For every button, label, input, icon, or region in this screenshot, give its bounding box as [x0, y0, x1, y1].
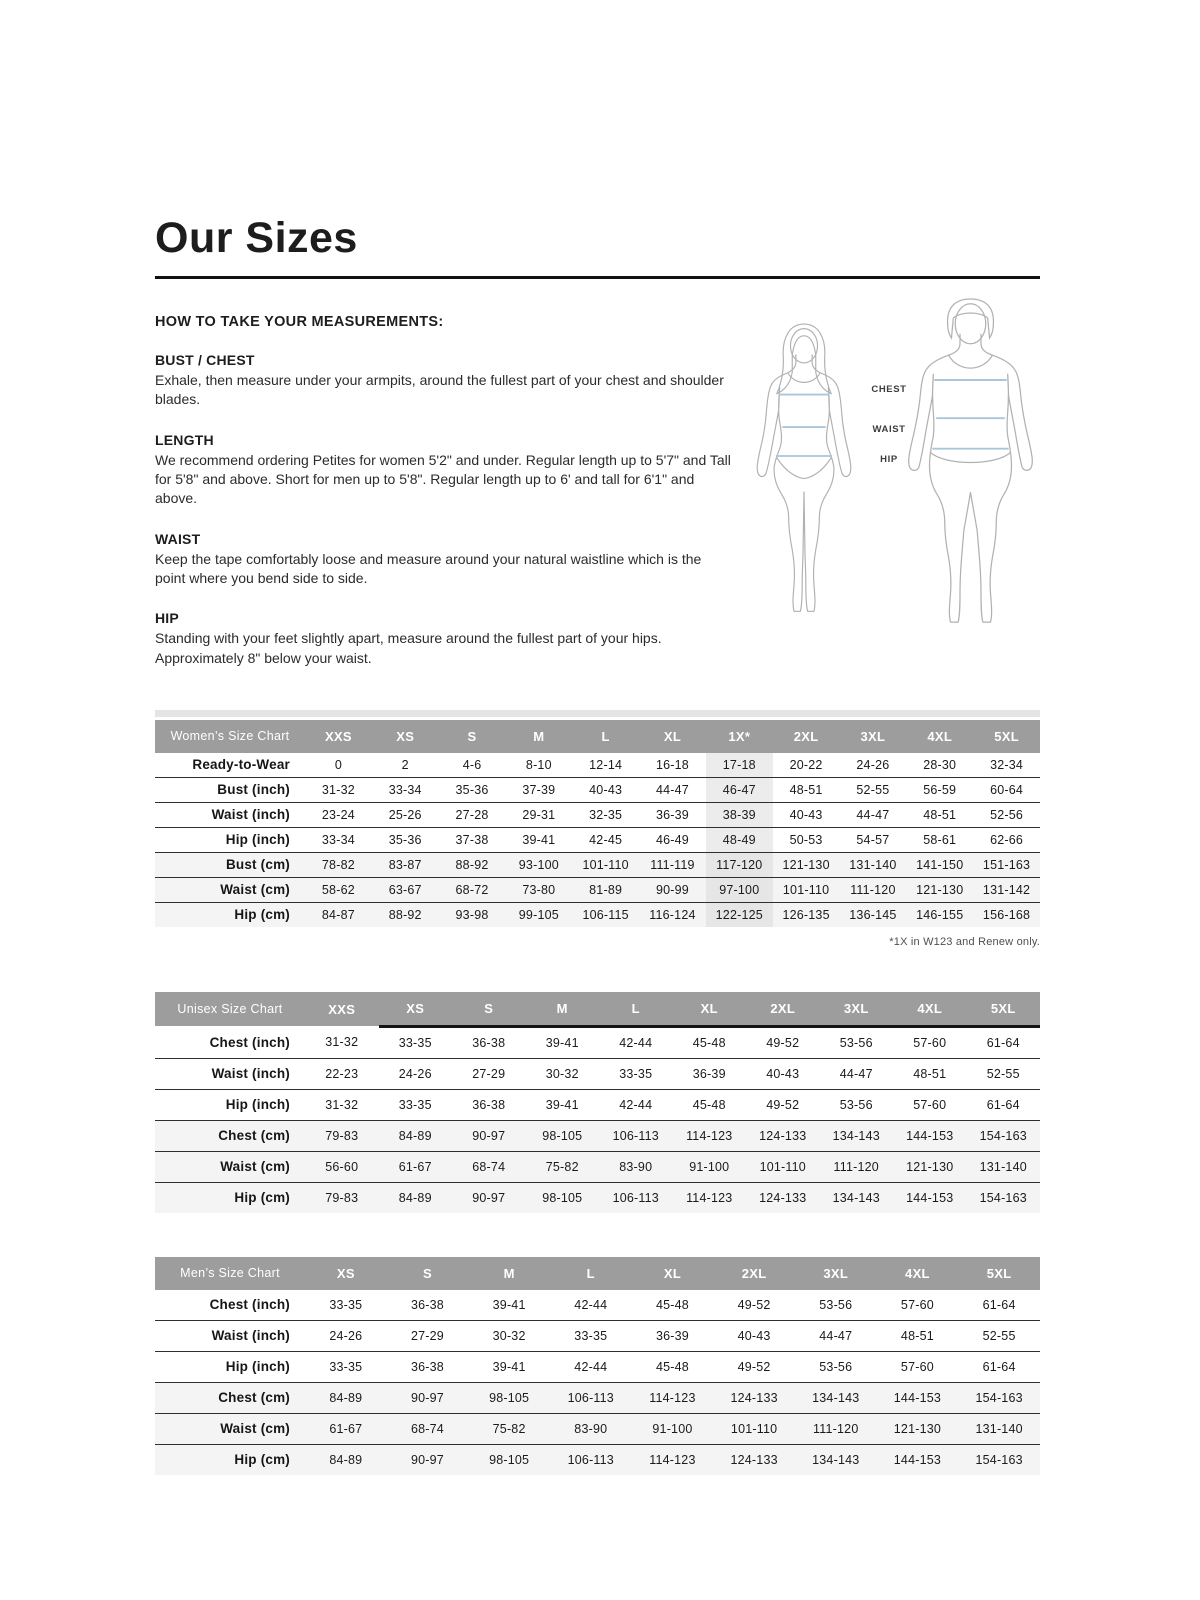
size-value-cell: 36-38 [452, 1089, 526, 1120]
title-divider [155, 276, 1040, 279]
size-value-cell: 136-145 [840, 902, 907, 927]
size-value-cell: 23-24 [305, 802, 372, 827]
size-value-cell: 31-32 [305, 1026, 379, 1058]
length-title: LENGTH [155, 431, 214, 448]
size-value-cell: 114-123 [673, 1182, 747, 1213]
size-value-cell: 49-52 [713, 1290, 795, 1321]
table-row [155, 1026, 1040, 1058]
table-row [155, 827, 1040, 852]
size-value-cell: 75-82 [526, 1151, 600, 1182]
size-value-cell: 39-41 [468, 1351, 550, 1382]
hip-title: HIP [155, 610, 179, 627]
size-value-cell: 121-130 [773, 852, 840, 877]
unisex-size-chart-table [155, 992, 1040, 1213]
size-value-cell: 27-29 [387, 1320, 469, 1351]
size-value-cell: 40-43 [572, 777, 639, 802]
size-value-cell: 40-43 [773, 802, 840, 827]
size-value-cell: 97-100 [706, 877, 773, 902]
size-value-cell: 37-38 [439, 827, 506, 852]
size-value-cell: 48-49 [706, 827, 773, 852]
size-value-cell: 40-43 [713, 1320, 795, 1351]
size-value-cell: 101-110 [713, 1413, 795, 1444]
size-value-cell: 58-62 [305, 877, 372, 902]
size-value-cell: 32-35 [572, 802, 639, 827]
size-value-cell: 131-140 [958, 1413, 1040, 1444]
column-header-m: M [468, 1257, 550, 1290]
size-value-cell: 39-41 [505, 827, 572, 852]
size-value-cell: 117-120 [706, 852, 773, 877]
table-row [155, 902, 1040, 927]
size-value-cell: 131-142 [973, 877, 1040, 902]
size-value-cell: 42-44 [599, 1026, 673, 1058]
size-value-cell: 84-89 [305, 1444, 387, 1475]
size-value-cell: 114-123 [632, 1382, 714, 1413]
size-value-cell: 12-14 [572, 753, 639, 778]
size-value-cell: 111-120 [840, 877, 907, 902]
column-header-2xl: 2XL [773, 720, 840, 753]
size-value-cell: 30-32 [468, 1320, 550, 1351]
size-value-cell: 8-10 [505, 753, 572, 778]
womens-chart-footnote: *1X in W123 and Renew only. [889, 935, 1040, 948]
row-label: Hip (inch) [155, 1089, 305, 1120]
size-value-cell: 61-67 [379, 1151, 453, 1182]
size-value-cell: 57-60 [877, 1351, 959, 1382]
size-value-cell: 126-135 [773, 902, 840, 927]
size-value-cell: 101-110 [773, 877, 840, 902]
size-value-cell: 131-140 [840, 852, 907, 877]
size-value-cell: 57-60 [893, 1089, 967, 1120]
table-row [155, 1089, 1040, 1120]
size-value-cell: 68-74 [387, 1413, 469, 1444]
size-value-cell: 81-89 [572, 877, 639, 902]
column-header-5xl: 5XL [958, 1257, 1040, 1290]
table-row [155, 877, 1040, 902]
column-header-5xl: 5XL [967, 992, 1041, 1027]
row-label: Waist (cm) [155, 877, 305, 902]
size-value-cell: 42-44 [599, 1089, 673, 1120]
bust-chest-title: BUST / CHEST [155, 352, 255, 368]
size-value-cell: 124-133 [746, 1182, 820, 1213]
row-label: Hip (cm) [155, 1182, 305, 1213]
size-value-cell: 61-64 [958, 1290, 1040, 1321]
size-value-cell: 134-143 [795, 1382, 877, 1413]
table-row [155, 1382, 1040, 1413]
size-value-cell: 29-31 [505, 802, 572, 827]
size-value-cell: 106-113 [550, 1444, 632, 1475]
size-value-cell: 52-55 [967, 1058, 1041, 1089]
size-value-cell: 90-99 [639, 877, 706, 902]
length-section [155, 432, 733, 509]
size-value-cell: 83-90 [599, 1151, 673, 1182]
size-value-cell: 44-47 [820, 1058, 894, 1089]
size-value-cell: 101-110 [746, 1151, 820, 1182]
column-header-3xl: 3XL [795, 1257, 877, 1290]
size-value-cell: 35-36 [439, 777, 506, 802]
size-value-cell: 58-61 [906, 827, 973, 852]
row-label: Bust (inch) [155, 777, 305, 802]
table-row [155, 1290, 1040, 1321]
size-value-cell: 84-87 [305, 902, 372, 927]
size-value-cell: 61-64 [967, 1026, 1041, 1058]
size-value-cell: 45-48 [673, 1089, 747, 1120]
size-value-cell: 42-45 [572, 827, 639, 852]
row-label: Waist (inch) [155, 1320, 305, 1351]
size-value-cell: 45-48 [632, 1351, 714, 1382]
size-value-cell: 33-35 [305, 1351, 387, 1382]
size-value-cell: 111-120 [795, 1413, 877, 1444]
waist-section [155, 531, 733, 589]
size-value-cell: 116-124 [639, 902, 706, 927]
size-value-cell: 0 [305, 753, 372, 778]
size-value-cell: 79-83 [305, 1120, 379, 1151]
size-value-cell: 144-153 [877, 1444, 959, 1475]
column-header-4xl: 4XL [906, 720, 973, 753]
size-value-cell: 68-74 [452, 1151, 526, 1182]
size-value-cell: 106-113 [550, 1382, 632, 1413]
size-value-cell: 36-38 [387, 1351, 469, 1382]
size-value-cell: 122-125 [706, 902, 773, 927]
size-value-cell: 39-41 [526, 1089, 600, 1120]
column-header-xl: XL [673, 992, 747, 1027]
size-value-cell: 17-18 [706, 753, 773, 778]
size-value-cell: 98-105 [468, 1444, 550, 1475]
size-value-cell: 49-52 [713, 1351, 795, 1382]
column-header-1x: 1X* [706, 720, 773, 753]
column-header-4xl: 4XL [877, 1257, 959, 1290]
size-value-cell: 83-90 [550, 1413, 632, 1444]
size-value-cell: 154-163 [958, 1382, 1040, 1413]
size-value-cell: 28-30 [906, 753, 973, 778]
size-value-cell: 98-105 [526, 1182, 600, 1213]
figure-label-chest: CHEST [871, 384, 907, 395]
size-chart-title: Women’s Size Chart [155, 720, 305, 753]
size-value-cell: 98-105 [526, 1120, 600, 1151]
column-header-xs: XS [372, 720, 439, 753]
size-value-cell: 101-110 [572, 852, 639, 877]
unisex-size-chart [155, 992, 1040, 1213]
size-value-cell: 106-115 [572, 902, 639, 927]
size-value-cell: 98-105 [468, 1382, 550, 1413]
size-value-cell: 144-153 [893, 1120, 967, 1151]
row-label: Waist (inch) [155, 802, 305, 827]
size-value-cell: 54-57 [840, 827, 907, 852]
size-value-cell: 134-143 [820, 1120, 894, 1151]
size-value-cell: 121-130 [906, 877, 973, 902]
size-value-cell: 33-35 [550, 1320, 632, 1351]
row-label: Ready-to-Wear [155, 753, 305, 778]
row-label: Chest (inch) [155, 1290, 305, 1321]
waist-title: WAIST [155, 530, 201, 547]
hip-text: Standing with your feet slightly apart, measure around the fullest part of your hips. Approximately 8" below your waist. [155, 630, 662, 666]
size-value-cell: 75-82 [468, 1413, 550, 1444]
size-value-cell: 31-32 [305, 1089, 379, 1120]
size-value-cell: 36-39 [639, 802, 706, 827]
size-value-cell: 42-44 [550, 1290, 632, 1321]
size-value-cell: 27-28 [439, 802, 506, 827]
table-row [155, 1413, 1040, 1444]
size-value-cell: 60-64 [973, 777, 1040, 802]
size-value-cell: 36-38 [387, 1290, 469, 1321]
size-value-cell: 25-26 [372, 802, 439, 827]
size-value-cell: 36-39 [632, 1320, 714, 1351]
size-value-cell: 24-26 [840, 753, 907, 778]
size-value-cell: 156-168 [973, 902, 1040, 927]
size-value-cell: 2 [372, 753, 439, 778]
size-value-cell: 36-39 [673, 1058, 747, 1089]
size-value-cell: 99-105 [505, 902, 572, 927]
hip-section [155, 610, 733, 668]
row-label: Waist (cm) [155, 1151, 305, 1182]
column-header-l: L [599, 992, 673, 1027]
size-value-cell: 144-153 [877, 1382, 959, 1413]
size-chart-title: Unisex Size Chart [155, 992, 305, 1027]
size-value-cell: 38-39 [706, 802, 773, 827]
size-value-cell: 84-89 [379, 1182, 453, 1213]
table-row [155, 1351, 1040, 1382]
size-value-cell: 114-123 [632, 1444, 714, 1475]
size-value-cell: 144-153 [893, 1182, 967, 1213]
row-label: Hip (cm) [155, 902, 305, 927]
column-header-l: L [550, 1257, 632, 1290]
size-value-cell: 53-56 [795, 1290, 877, 1321]
row-label: Bust (cm) [155, 852, 305, 877]
size-value-cell: 48-51 [773, 777, 840, 802]
size-value-cell: 90-97 [387, 1382, 469, 1413]
size-value-cell: 31-32 [305, 777, 372, 802]
size-value-cell: 42-44 [550, 1351, 632, 1382]
column-header-m: M [526, 992, 600, 1027]
length-text: We recommend ordering Petites for women 5'2" and under. Regular length up to 5'7" and Tall for 5'8" and above. Short for men up to 5'8". Regular length up to 6' and tall for 6'1" and above. [155, 451, 731, 507]
size-value-cell: 93-98 [439, 902, 506, 927]
size-value-cell: 121-130 [877, 1413, 959, 1444]
measurement-figures [742, 282, 1042, 640]
size-value-cell: 154-163 [967, 1120, 1041, 1151]
mens-size-chart-table [155, 1257, 1040, 1475]
size-value-cell: 45-48 [632, 1290, 714, 1321]
size-value-cell: 44-47 [840, 802, 907, 827]
size-charts [155, 710, 1040, 1475]
size-value-cell: 4-6 [439, 753, 506, 778]
size-value-cell: 57-60 [877, 1290, 959, 1321]
column-header-s: S [452, 992, 526, 1027]
size-value-cell: 44-47 [795, 1320, 877, 1351]
table-row [155, 802, 1040, 827]
measurements-heading: HOW TO TAKE YOUR MEASUREMENTS: [155, 314, 444, 330]
table-row [155, 753, 1040, 778]
table-row [155, 852, 1040, 877]
size-value-cell: 106-113 [599, 1120, 673, 1151]
womens-size-chart-table [155, 720, 1040, 927]
column-header-5xl: 5XL [973, 720, 1040, 753]
size-value-cell: 134-143 [820, 1182, 894, 1213]
column-header-xl: XL [639, 720, 706, 753]
size-value-cell: 151-163 [973, 852, 1040, 877]
size-value-cell: 40-43 [746, 1058, 820, 1089]
size-value-cell: 84-89 [379, 1120, 453, 1151]
size-value-cell: 61-64 [958, 1351, 1040, 1382]
column-header-xl: XL [632, 1257, 714, 1290]
size-value-cell: 33-34 [372, 777, 439, 802]
figure-label-hip: HIP [880, 454, 898, 465]
size-value-cell: 62-66 [973, 827, 1040, 852]
row-label: Chest (cm) [155, 1120, 305, 1151]
size-value-cell: 91-100 [632, 1413, 714, 1444]
size-value-cell: 33-35 [379, 1026, 453, 1058]
waist-text: Keep the tape comfortably loose and measure around your natural waistline which is the point where you bend side to side. [155, 550, 702, 586]
size-value-cell: 56-60 [305, 1151, 379, 1182]
size-value-cell: 56-59 [906, 777, 973, 802]
column-header-s: S [439, 720, 506, 753]
size-value-cell: 93-100 [505, 852, 572, 877]
size-value-cell: 124-133 [713, 1382, 795, 1413]
column-header-2xl: 2XL [713, 1257, 795, 1290]
size-value-cell: 33-35 [305, 1290, 387, 1321]
size-value-cell: 57-60 [893, 1026, 967, 1058]
size-value-cell: 24-26 [305, 1320, 387, 1351]
mens-size-chart [155, 1257, 1040, 1475]
size-value-cell: 16-18 [639, 753, 706, 778]
column-header-3xl: 3XL [820, 992, 894, 1027]
size-value-cell: 134-143 [795, 1444, 877, 1475]
size-value-cell: 84-89 [305, 1382, 387, 1413]
size-value-cell: 121-130 [893, 1151, 967, 1182]
size-value-cell: 46-49 [639, 827, 706, 852]
size-value-cell: 90-97 [387, 1444, 469, 1475]
size-value-cell: 37-39 [505, 777, 572, 802]
size-value-cell: 46-47 [706, 777, 773, 802]
column-header-m: M [505, 720, 572, 753]
size-value-cell: 90-97 [452, 1182, 526, 1213]
size-value-cell: 154-163 [958, 1444, 1040, 1475]
chart-top-strip [155, 710, 1040, 717]
size-value-cell: 53-56 [795, 1351, 877, 1382]
size-value-cell: 30-32 [526, 1058, 600, 1089]
size-value-cell: 106-113 [599, 1182, 673, 1213]
row-label: Waist (inch) [155, 1058, 305, 1089]
size-value-cell: 48-51 [893, 1058, 967, 1089]
table-row [155, 1444, 1040, 1475]
womens-size-chart [155, 710, 1040, 948]
row-label: Waist (cm) [155, 1413, 305, 1444]
size-value-cell: 111-119 [639, 852, 706, 877]
measurement-instructions [155, 352, 733, 668]
row-label: Hip (inch) [155, 1351, 305, 1382]
size-value-cell: 48-51 [877, 1320, 959, 1351]
bust-chest-section [155, 352, 733, 410]
size-value-cell: 44-47 [639, 777, 706, 802]
table-row [155, 1058, 1040, 1089]
size-value-cell: 36-38 [452, 1026, 526, 1058]
column-header-xxs: XXS [305, 992, 379, 1027]
size-value-cell: 61-64 [967, 1089, 1041, 1120]
size-value-cell: 53-56 [820, 1026, 894, 1058]
size-value-cell: 48-51 [906, 802, 973, 827]
size-value-cell: 52-55 [840, 777, 907, 802]
size-value-cell: 146-155 [906, 902, 973, 927]
size-value-cell: 35-36 [372, 827, 439, 852]
column-header-xs: XS [305, 1257, 387, 1290]
page-title: Our Sizes [155, 214, 358, 262]
size-value-cell: 124-133 [746, 1120, 820, 1151]
size-value-cell: 53-56 [820, 1089, 894, 1120]
size-value-cell: 91-100 [673, 1151, 747, 1182]
size-value-cell: 33-35 [379, 1089, 453, 1120]
table-row [155, 777, 1040, 802]
size-value-cell: 154-163 [967, 1182, 1041, 1213]
size-value-cell: 88-92 [439, 852, 506, 877]
column-header-l: L [572, 720, 639, 753]
size-value-cell: 73-80 [505, 877, 572, 902]
size-value-cell: 33-35 [599, 1058, 673, 1089]
size-value-cell: 83-87 [372, 852, 439, 877]
size-value-cell: 52-55 [958, 1320, 1040, 1351]
size-value-cell: 32-34 [973, 753, 1040, 778]
row-label: Hip (cm) [155, 1444, 305, 1475]
size-value-cell: 141-150 [906, 852, 973, 877]
size-value-cell: 114-123 [673, 1120, 747, 1151]
size-value-cell: 61-67 [305, 1413, 387, 1444]
bust-chest-text: Exhale, then measure under your armpits, around the fullest part of your chest and shoulder blades. [155, 372, 724, 408]
row-label: Chest (cm) [155, 1382, 305, 1413]
size-value-cell: 39-41 [468, 1290, 550, 1321]
size-value-cell: 63-67 [372, 877, 439, 902]
column-header-2xl: 2XL [746, 992, 820, 1027]
figure-label-waist: WAIST [872, 424, 906, 435]
size-value-cell: 39-41 [526, 1026, 600, 1058]
size-value-cell: 111-120 [820, 1151, 894, 1182]
table-row [155, 1151, 1040, 1182]
size-value-cell: 20-22 [773, 753, 840, 778]
column-header-xs: XS [379, 992, 453, 1027]
size-value-cell: 124-133 [713, 1444, 795, 1475]
size-value-cell: 79-83 [305, 1182, 379, 1213]
size-value-cell: 27-29 [452, 1058, 526, 1089]
size-value-cell: 49-52 [746, 1089, 820, 1120]
size-value-cell: 52-56 [973, 802, 1040, 827]
size-chart-title: Men’s Size Chart [155, 1257, 305, 1290]
size-value-cell: 88-92 [372, 902, 439, 927]
size-value-cell: 24-26 [379, 1058, 453, 1089]
size-value-cell: 131-140 [967, 1151, 1041, 1182]
column-header-4xl: 4XL [893, 992, 967, 1027]
size-value-cell: 50-53 [773, 827, 840, 852]
column-header-3xl: 3XL [840, 720, 907, 753]
column-header-xxs: XXS [305, 720, 372, 753]
size-value-cell: 33-34 [305, 827, 372, 852]
size-value-cell: 22-23 [305, 1058, 379, 1089]
row-label: Hip (inch) [155, 827, 305, 852]
size-value-cell: 90-97 [452, 1120, 526, 1151]
size-value-cell: 45-48 [673, 1026, 747, 1058]
size-value-cell: 78-82 [305, 852, 372, 877]
size-value-cell: 49-52 [746, 1026, 820, 1058]
table-row [155, 1320, 1040, 1351]
size-value-cell: 68-72 [439, 877, 506, 902]
row-label: Chest (inch) [155, 1026, 305, 1058]
table-row [155, 1182, 1040, 1213]
column-header-s: S [387, 1257, 469, 1290]
table-row [155, 1120, 1040, 1151]
woman-figure-icon [748, 296, 860, 634]
